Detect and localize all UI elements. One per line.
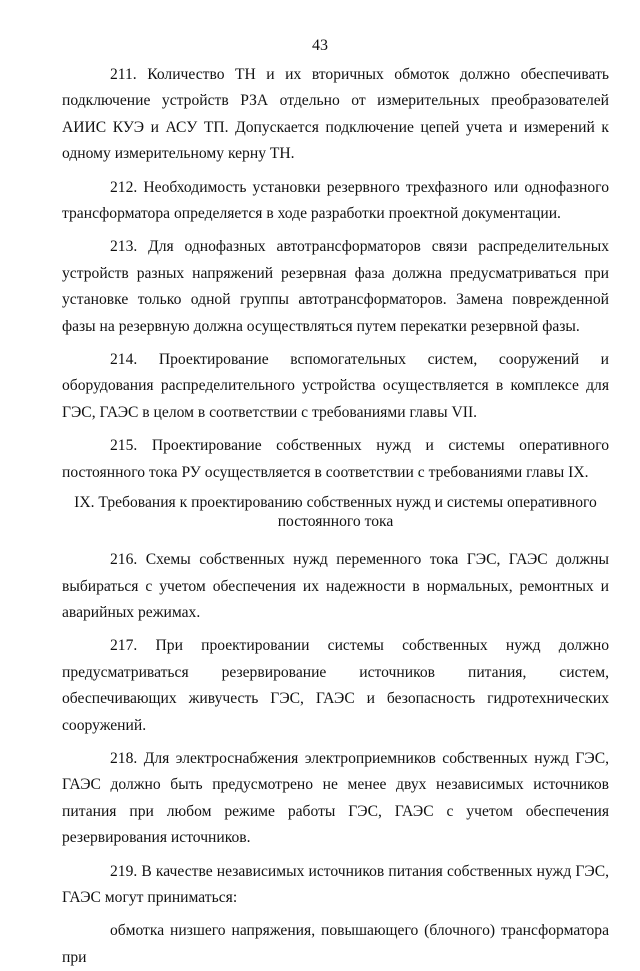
page-number: 43 bbox=[312, 37, 328, 54]
paragraph-219: 219. В качестве независимых источников питания собственных нужд ГЭС, ГАЭС могут приниматься: bbox=[62, 862, 609, 906]
paragraph-218: 218. Для электроснабжения электроприемников собственных нужд ГЭС, ГАЭС должно быть предусмотрено не менее двух независимых источников питания при любом режиме работы ГЭС, ГАЭС с учетом обеспечения резервирования источников. bbox=[62, 749, 609, 847]
paragraph-216: 216. Схемы собственных нужд переменного тока ГЭС, ГАЭС должны выбираться с учетом обеспечения их надежности в нормальных, ремонтных и аварийных режимах. bbox=[62, 551, 609, 621]
section-heading-line-2: постоянного тока bbox=[277, 513, 394, 531]
paragraph-211: 211. Количество ТН и их вторичных обмоток должно обеспечивать подключение устройств РЗА отдельно от измерительных преобразователей АИИС КУЭ и АСУ ТП. Допускается подключение цепей учета и измерений к одному измерительному керну ТН. bbox=[62, 66, 609, 163]
paragraph-212: 212. Необходимость установки резервного трехфазного или однофазного трансформатора определяется в ходе разработки проектной документации. bbox=[62, 178, 609, 223]
paragraph-214: 214. Проектирование вспомогательных систем, сооружений и оборудования распределительного устройства осуществляется в комплексе для ГЭС, ГАЭС в целом в соответствии с требованиями главы VII. bbox=[62, 351, 609, 421]
paragraph-213: 213. Для однофазных автотрансформаторов связи распределительных устройств разных напряжений резервная фаза должна предусматриваться при установке только одной группы автотрансформаторов. Замена поврежденной фазы на резервную должна осуществляться путем перекатки резервной фазы. bbox=[62, 238, 609, 335]
page-content bbox=[62, 62, 609, 971]
section-heading bbox=[62, 493, 609, 531]
section-heading-line-1: IX. Требования к проектированию собственных нужд и системы оперативного bbox=[74, 494, 597, 512]
paragraph-continuation: обмотка низшего напряжения, повышающего (блочного) трансформатора при bbox=[62, 922, 609, 966]
paragraph-217: 217. При проектировании системы собственных нужд должно предусматриваться резервирование источников питания, систем, обеспечивающих живучесть ГЭС, ГАЭС и безопасность гидротехнических сооружений. bbox=[62, 637, 609, 734]
paragraph-215: 215. Проектирование собственных нужд и системы оперативного постоянного тока РУ осуществляется в соответствии с требованиями главы IX. bbox=[62, 437, 609, 481]
